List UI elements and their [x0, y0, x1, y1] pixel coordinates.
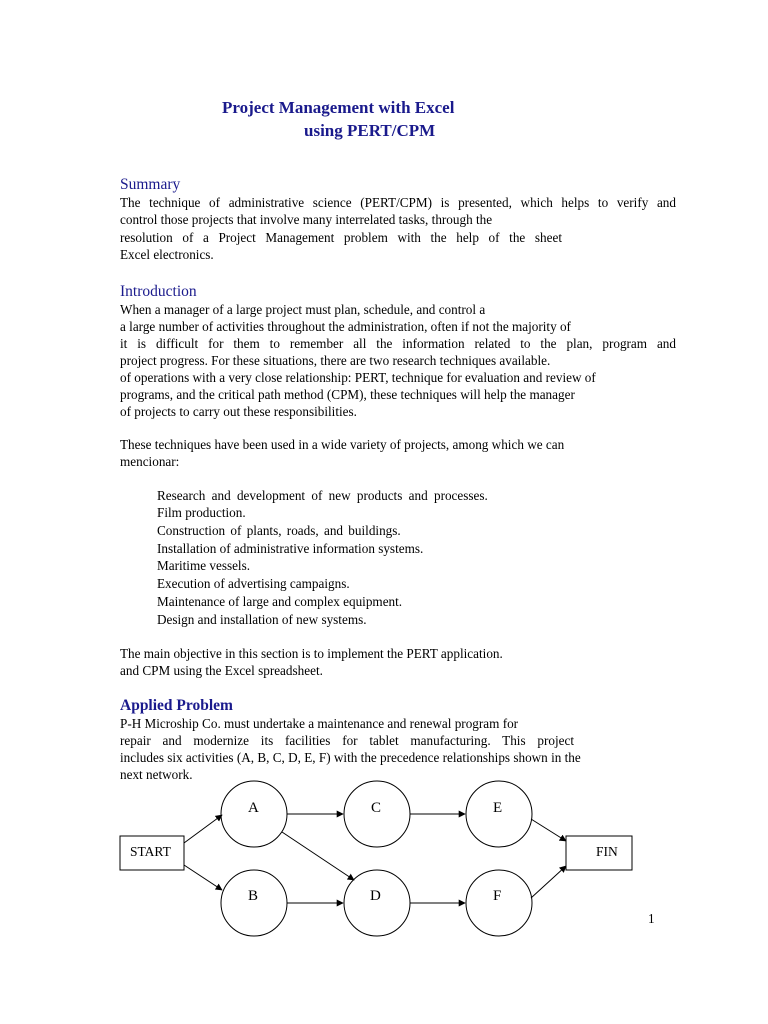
node-a-label: A [248, 800, 259, 816]
applied-line: includes six activities (A, B, C, D, E, F) with the precedence relationships shown in the [120, 750, 581, 765]
intro-line: of projects to carry out these responsibilities. [120, 404, 357, 419]
node-b-label: B [248, 888, 259, 904]
node-e-label: E [493, 800, 503, 816]
title-line-1: Project Management with Excel [222, 98, 455, 117]
list-item-text: Maritime vessels. [157, 558, 251, 573]
arrow-start-a [184, 815, 222, 843]
intro-line: of operations with a very close relationship: PERT, technique for evaluation and review of [120, 370, 596, 385]
intro-line: project progress. For these situations, there are two research techniques available. [120, 353, 551, 368]
applied-problem-heading: Applied Problem [120, 697, 233, 714]
node-f-label: F [493, 888, 502, 904]
applied-line: next network. [120, 767, 193, 782]
intro-line: a large number of activities throughout the administration, often if not the majority of [120, 319, 571, 334]
applied-line: P-H Microship Co. must undertake a maintenance and renewal program for [120, 716, 519, 731]
intro-line: When a manager of a large project must plan, schedule, and control a [120, 302, 486, 317]
summary-heading: Summary [120, 176, 181, 193]
intro-line: programs, and the critical path method (CPM), these techniques will help the manager [120, 387, 575, 402]
start-label: START [130, 844, 171, 859]
arrow-start-b [184, 865, 222, 890]
summary-line: resolution of a Project Management problem with the help of the sheet [120, 230, 562, 245]
intro-para3-line: The main objective in this section is to implement the PERT application. [120, 646, 503, 661]
title-line-2: using PERT/CPM [304, 121, 436, 140]
list-item-text: Maintenance of large and complex equipment. [157, 594, 403, 609]
node-c-label: C [371, 800, 382, 816]
introduction-heading: Introduction [120, 283, 197, 300]
intro-para3-line: and CPM using the Excel spreadsheet. [120, 663, 323, 678]
node-d-label: D [370, 888, 381, 904]
summary-line: control those projects that involve many interrelated tasks, through the [120, 212, 493, 227]
applied-line: repair and modernize its facilities for tablet manufacturing. This project [120, 733, 574, 748]
arrow-f-fin [531, 866, 566, 898]
summary-line: The technique of administrative science (PERT/CPM) is presented, which helps to verify and [120, 195, 676, 210]
list-item-text: Installation of administrative information systems. [157, 541, 424, 556]
page-number: 1 [648, 911, 655, 926]
intro-para2-line: mencionar: [120, 454, 180, 469]
list-item-text: Research and development of new products and processes. [157, 488, 488, 503]
arrow-e-fin [531, 819, 566, 841]
intro-line: it is difficult for them to remember all the information related to the plan, program and [120, 336, 676, 351]
list-item-text: Construction of plants, roads, and buildings. [157, 523, 401, 538]
summary-line: Excel electronics. [120, 247, 214, 262]
list-item-text: Design and installation of new systems. [157, 612, 367, 627]
fin-label: FIN [596, 844, 618, 859]
intro-para2-line: These techniques have been used in a wide variety of projects, among which we can [120, 437, 565, 452]
list-item-text: Execution of advertising campaigns. [157, 576, 350, 591]
list-item-text: Film production. [157, 505, 246, 520]
arrow-a-d [282, 832, 354, 880]
